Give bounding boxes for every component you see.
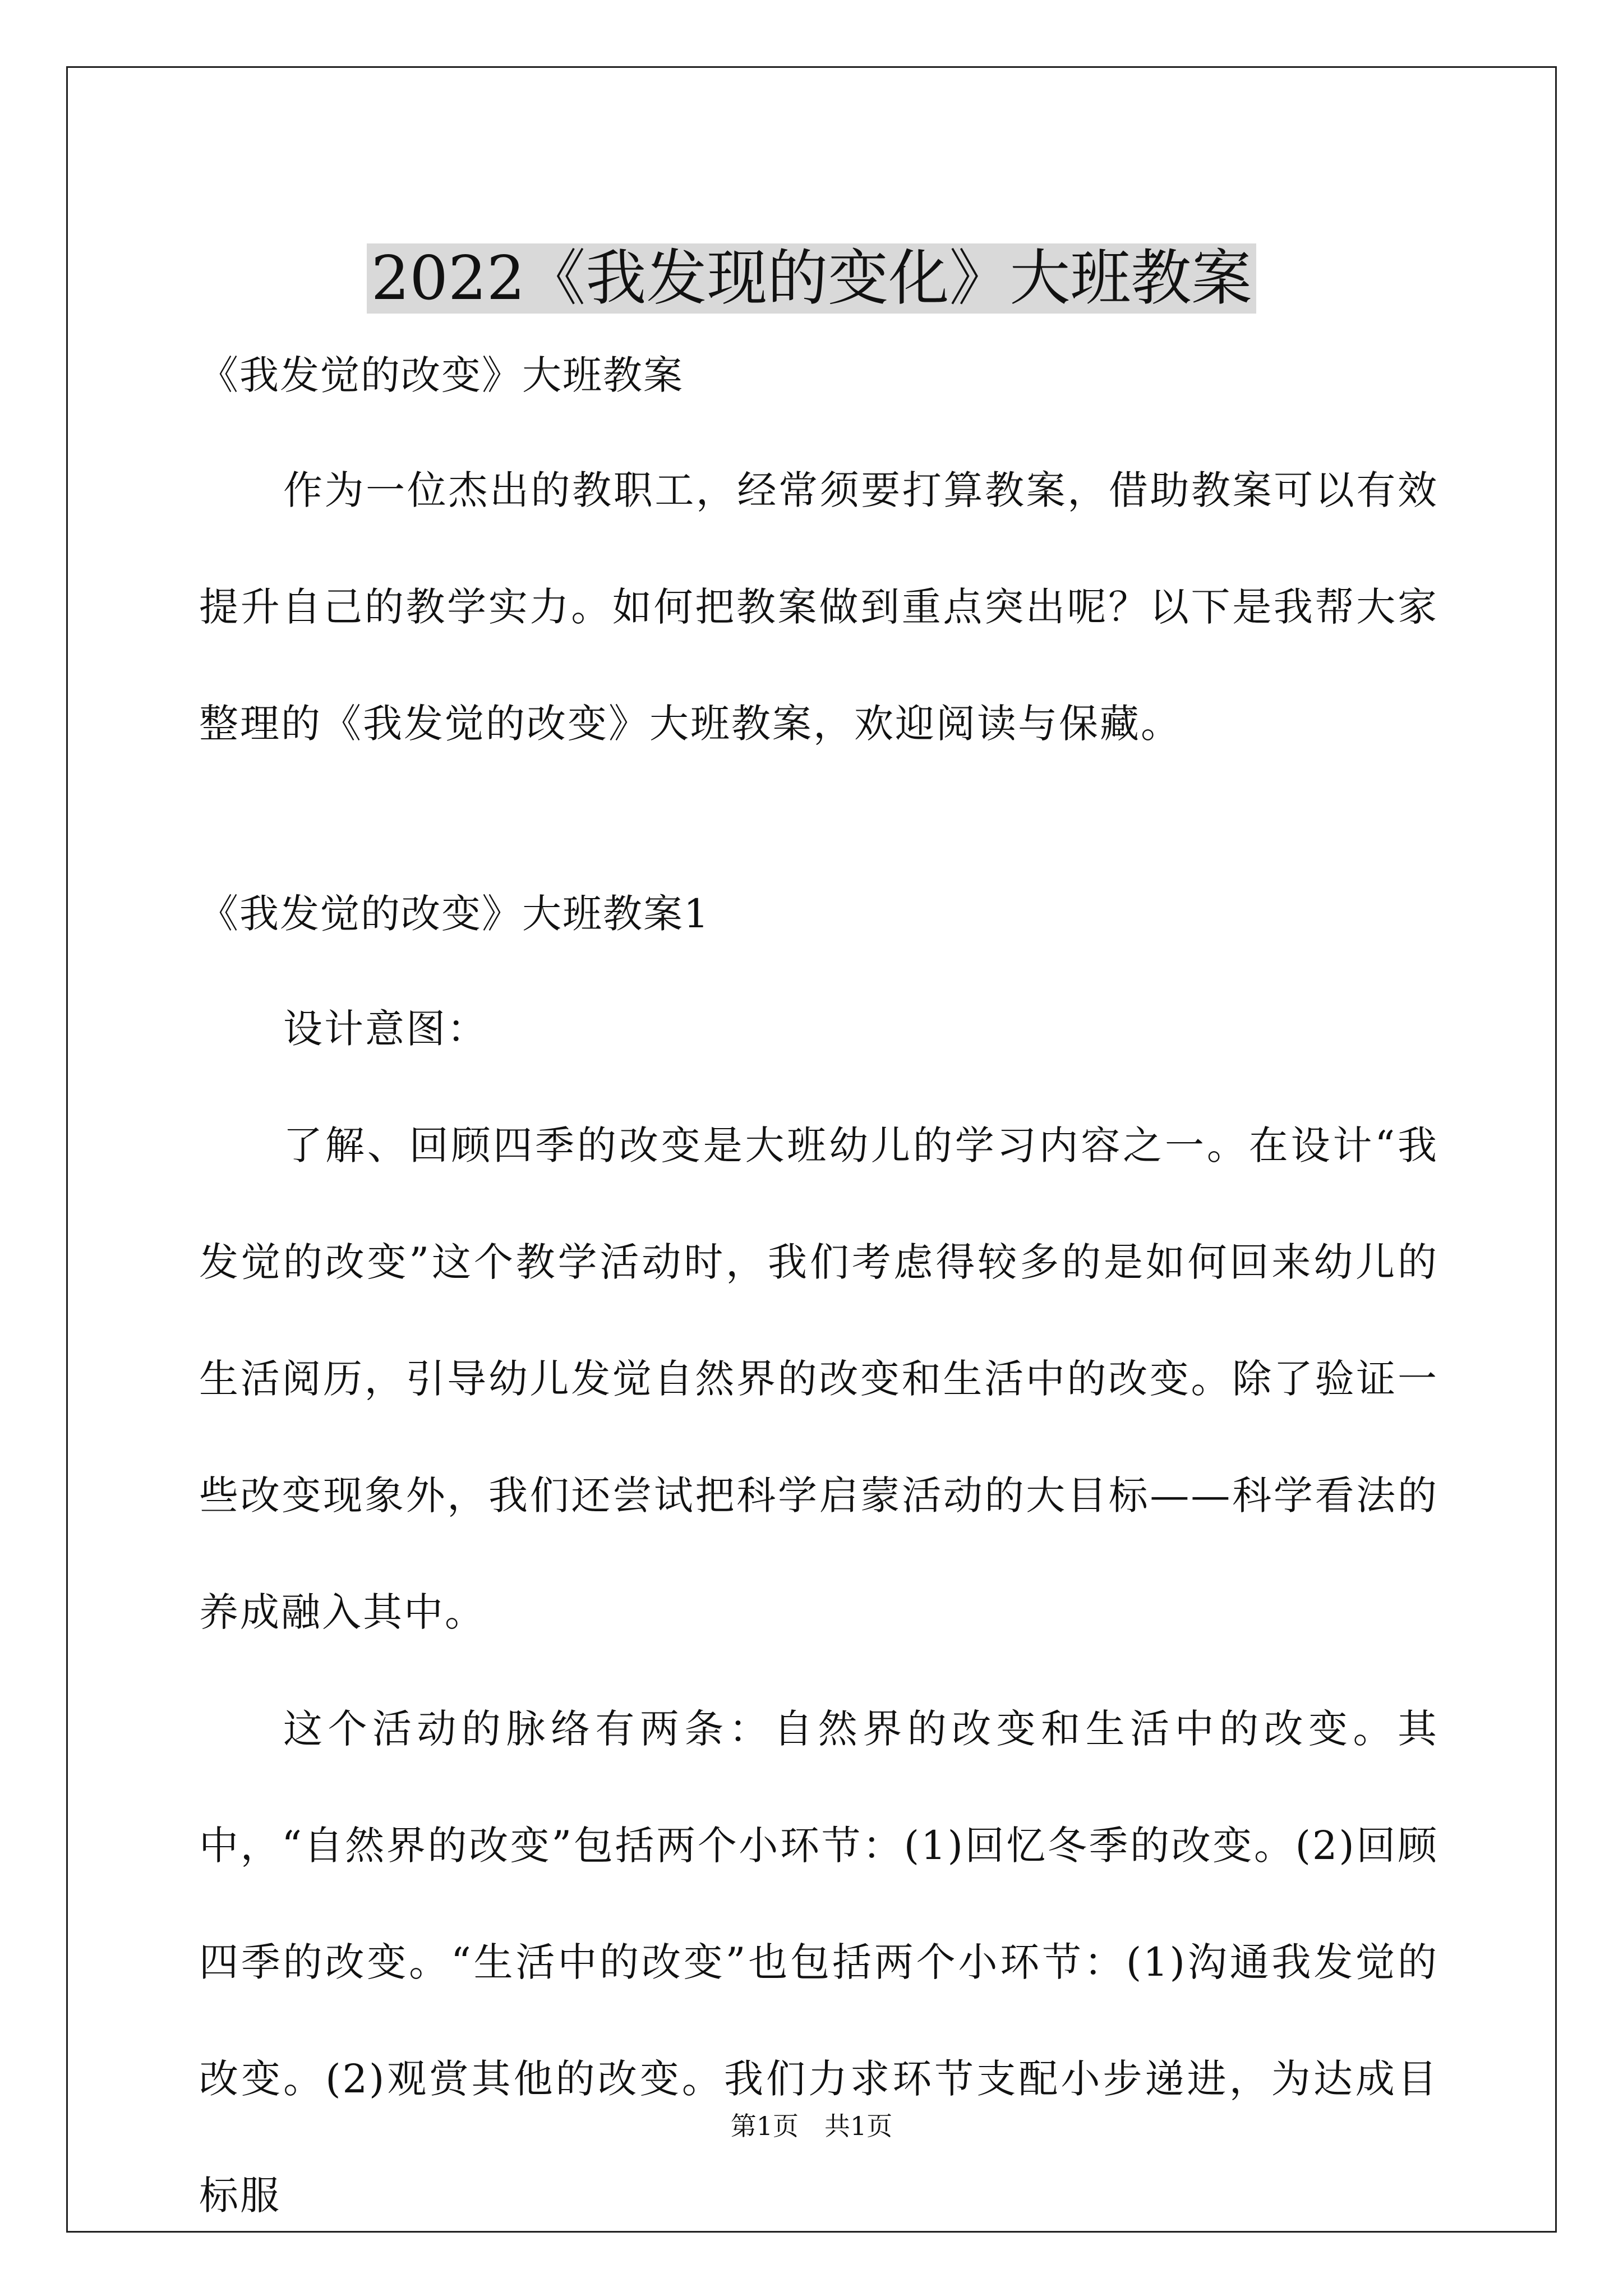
paragraph-activity-structure: 这个活动的脉络有两条：自然界的改变和生活中的改变。其中，“自然界的改变”包括两个小环节：(1)回忆冬季的改变。(2)回顾四季的改变。“生活中的改变”也包括两个小环节：(1)沟通我发觉的改变。(2)观赏其他的改变。我们力求环节支配小步递进，为达成目标服 bbox=[199, 1706, 1438, 2219]
section-heading: 《我发觉的改变》大班教案1 bbox=[199, 891, 710, 937]
document-title: 2022《我发现的变化》大班教案 bbox=[0, 237, 1623, 321]
design-intent-label: 设计意图： bbox=[283, 1006, 488, 1052]
document-subtitle: 《我发觉的改变》大班教案 bbox=[199, 352, 684, 398]
page-footer: 第1页 共1页 bbox=[730, 2111, 893, 2141]
paragraph-design-intent: 了解、回顾四季的改变是大班幼儿的学习内容之一。在设计“我发觉的改变”这个教学活动时，我们考虑得较多的是如何回来幼儿的生活阅历，引导幼儿发觉自然界的改变和生活中的改变。除了验证一些改变现象外，我们还尝试把科学启蒙活动的大目标——科学看法的养成融入其中。 bbox=[199, 1122, 1438, 1635]
intro-paragraph: 作为一位杰出的教职工，经常须要打算教案，借助教案可以有效提升自己的教学实力。如何把教案做到重点突出呢？以下是我帮大家整理的《我发觉的改变》大班教案，欢迎阅读与保藏。 bbox=[199, 467, 1438, 747]
